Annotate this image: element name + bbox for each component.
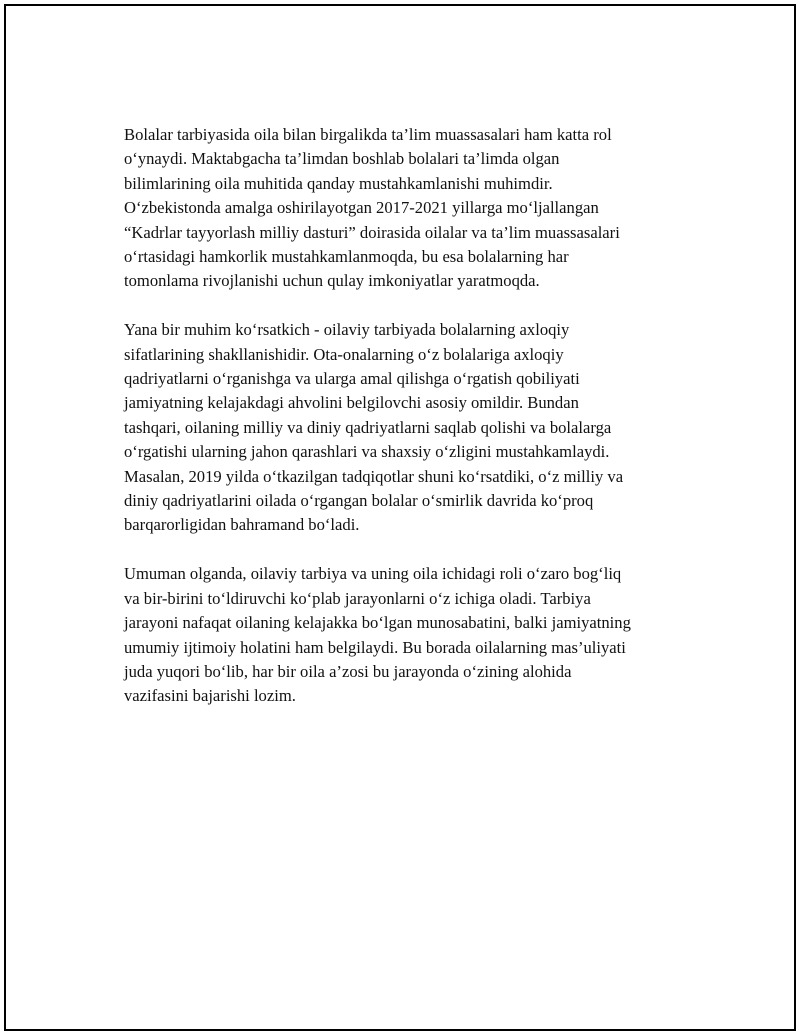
text-line: va bir-birini to‘ldiruvchi ko‘plab jarayonlarni o‘z ichiga oladi. Tarbiya <box>124 588 591 608</box>
text-line: Masalan, 2019 yilda o‘tkazilgan tadqiqotlar shuni ko‘rsatdiki, o‘z milliy va <box>124 466 624 486</box>
text-line: Yana bir muhim ko‘rsatkich - oilaviy tarbiyada bolalarning axloqiy <box>124 320 570 340</box>
text-line: “Kadrlar tayyorlash milliy dasturi” doirasida oilalar va ta’lim muassasalari <box>124 222 620 242</box>
text-line: o‘rgatishi ularning jahon qarashlari va shaxsiy o‘zligini mustahkamlaydi. <box>124 442 610 462</box>
text-line: jamiyatning kelajakdagi ahvolini belgilovchi asosiy omildir. Bundan <box>124 393 579 413</box>
document-body <box>124 123 704 733</box>
text-line: o‘rtasidagi hamkorlik mustahkamlanmoqda, bu esa bolalarning har <box>124 247 569 267</box>
text-line: Umuman olganda, oilaviy tarbiya va uning oila ichidagi roli o‘zaro bog‘liq <box>124 564 622 584</box>
text-line: vazifasini bajarishi lozim. <box>124 686 296 706</box>
page-frame <box>4 4 796 1031</box>
paragraph-2 <box>124 318 704 538</box>
text-line: bilimlarining oila muhitida qanday mustahkamlanishi muhimdir. <box>124 173 553 193</box>
text-line: umumiy ijtimoiy holatini ham belgilaydi. Bu borada oilalarning mas’uliyati <box>124 637 626 657</box>
text-line: qadriyatlarni o‘rganishga va ularga amal qilishga o‘rgatish qobiliyati <box>124 369 580 389</box>
text-line: o‘ynaydi. Maktabgacha ta’limdan boshlab bolalari ta’limda olgan <box>124 149 560 169</box>
text-line: Bolalar tarbiyasida oila bilan birgalikda ta’lim muassasalari ham katta rol <box>124 125 612 144</box>
text-line: barqarorligidan bahramand bo‘ladi. <box>124 515 360 535</box>
text-line: sifatlarining shakllanishidir. Ota-onalarning o‘z bolalariga axloqiy <box>124 344 564 364</box>
text-line: diniy qadriyatlarini oilada o‘rgangan bolalar o‘smirlik davrida ko‘proq <box>124 491 594 511</box>
text-line: O‘zbekistonda amalga oshirilayotgan 2017-2021 yillarga mo‘ljallangan <box>124 198 599 218</box>
text-line: tashqari, oilaning milliy va diniy qadriyatlarni saqlab qolishi va bolalarga <box>124 417 612 437</box>
paragraph-1 <box>124 123 704 294</box>
text-line: tomonlama rivojlanishi uchun qulay imkoniyatlar yaratmoqda. <box>124 271 540 291</box>
text-line: juda yuqori bo‘lib, har bir oila a’zosi bu jarayonda o‘zining alohida <box>124 661 572 681</box>
paragraph-3 <box>124 562 704 708</box>
text-line: jarayoni nafaqat oilaning kelajakka bo‘lgan munosabatini, balki jamiyatning <box>124 613 631 633</box>
